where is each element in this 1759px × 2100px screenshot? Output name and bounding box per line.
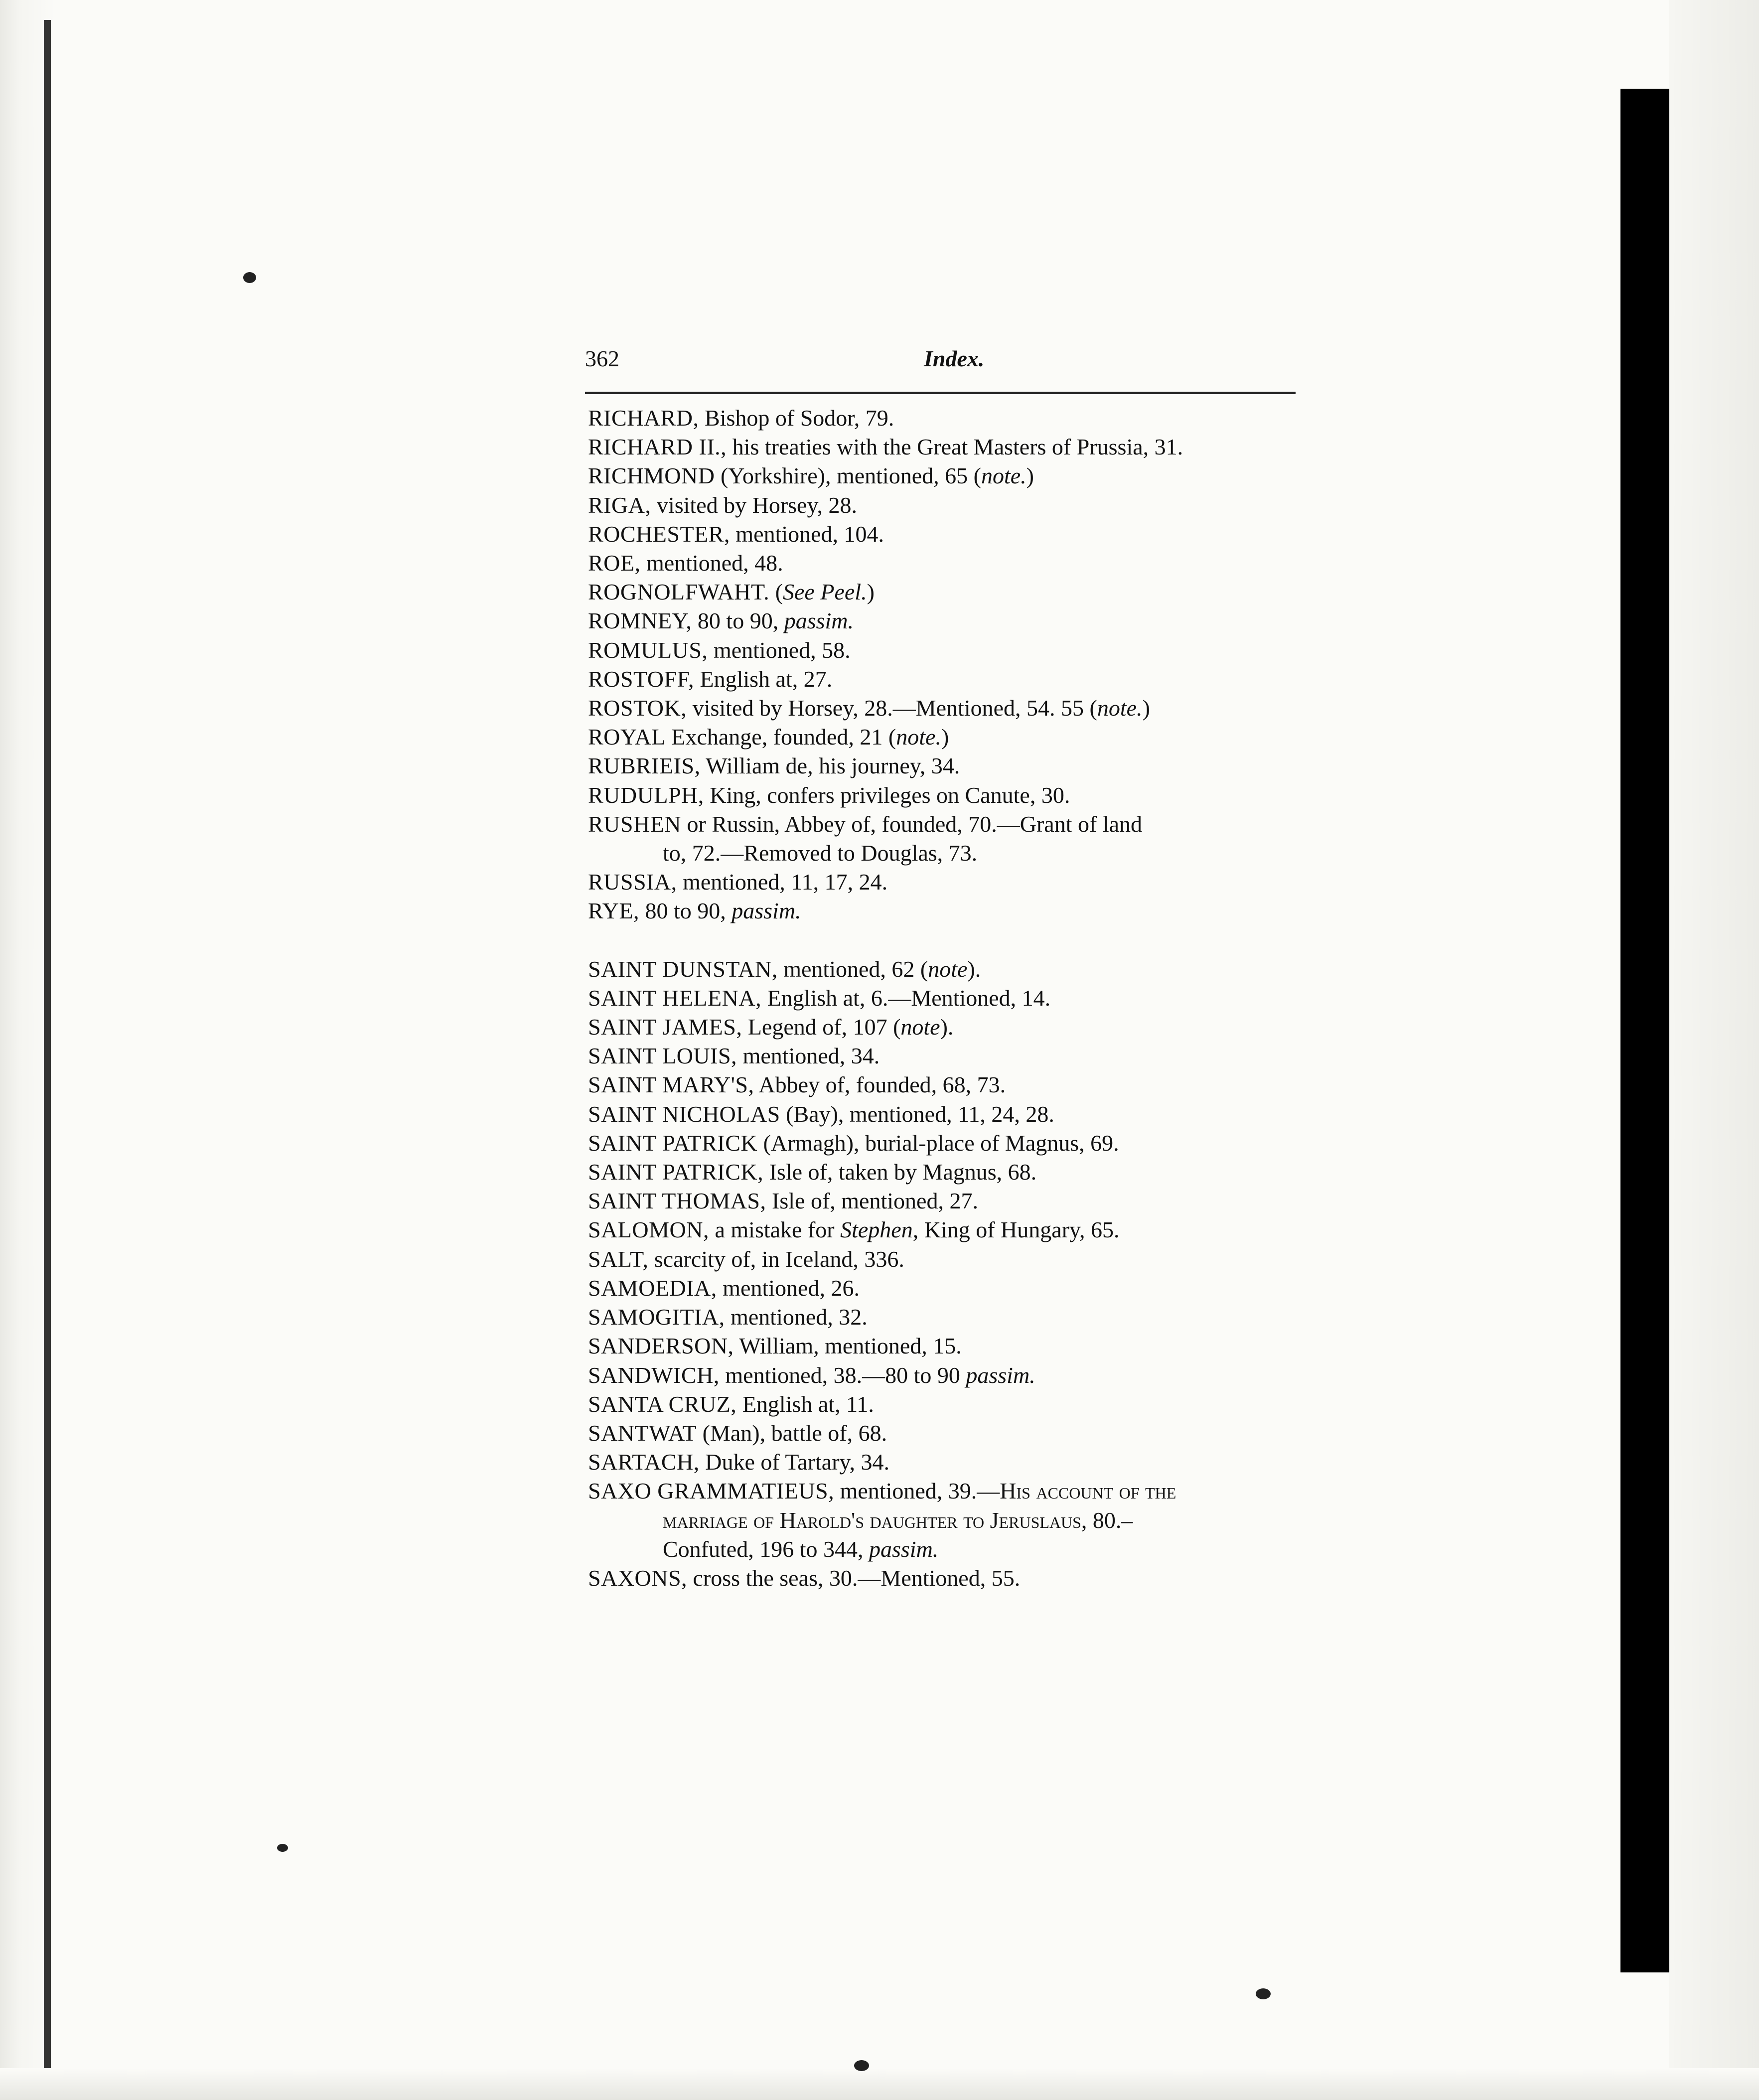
entry-headword: SAINT JAMES,: [588, 1014, 742, 1040]
entry-headword: SAINT DUNSTAN,: [588, 956, 778, 982]
scan-bottom-edge: [0, 2068, 1759, 2100]
index-entry: [588, 868, 1316, 897]
entry-text: (Bay), mentioned, 11, 24, 28.: [780, 1101, 1054, 1127]
scan-black-bar: [1620, 89, 1669, 1972]
ink-speck: [1256, 1988, 1271, 1999]
index-entry: [588, 1129, 1316, 1158]
entry-text: mentioned, 26.: [717, 1275, 860, 1301]
entry-headword: SAMOEDIA,: [588, 1275, 717, 1301]
index-entry: [588, 781, 1316, 810]
index-entry: [588, 1274, 1316, 1303]
entry-text: (Yorkshire), mentioned, 65 (: [715, 463, 981, 489]
entry-headword: SAXO GRAMMATIEUS,: [588, 1478, 835, 1504]
entry-headword: RICHARD,: [588, 405, 699, 431]
entry-text: mentioned, 62 (: [777, 956, 928, 982]
entry-headword: ROMULUS,: [588, 637, 708, 663]
entry-headword: ROYAL: [588, 724, 666, 750]
index-entry: [588, 549, 1316, 578]
entry-text: Duke of Tartary, 34.: [699, 1449, 890, 1475]
index-entry: [588, 694, 1316, 723]
index-entry: [588, 1013, 1316, 1042]
entry-headword: SAINT LOUIS,: [588, 1043, 737, 1069]
entry-text: mentioned, 39.—: [834, 1478, 1000, 1504]
entry-continuation: marriage of Harold's daughter to Jeruslaus, 80.–: [663, 1507, 1133, 1533]
index-entry: [588, 461, 1316, 490]
entry-tail: ): [1142, 695, 1150, 721]
entry-headword: SAINT HELENA,: [588, 985, 762, 1011]
entry-headword: SAINT PATRICK,: [588, 1159, 764, 1185]
entry-text: English at, 11.: [736, 1391, 874, 1417]
index-entry: [588, 955, 1316, 984]
entry-headword: RUBRIEIS,: [588, 753, 701, 779]
index-entry: [588, 1215, 1316, 1244]
entry-text: cross the seas, 30.—Mentioned, 55.: [687, 1565, 1021, 1591]
index-list: [588, 404, 1316, 1593]
entry-headword: SANDWICH,: [588, 1362, 720, 1388]
index-entry: [588, 491, 1316, 520]
entry-italic: note: [900, 1014, 940, 1040]
index-entry: [588, 1564, 1316, 1593]
index-entry: [588, 404, 1316, 433]
entry-headword: ROGNOLFWAHT.: [588, 579, 770, 605]
scan-binding-shadow: [44, 20, 51, 2073]
entry-text: visited by Horsey, 28.: [651, 492, 857, 518]
index-entry: [588, 984, 1316, 1013]
ink-speck: [854, 2060, 869, 2071]
page-number: 362: [585, 346, 619, 371]
index-entry: [588, 1390, 1316, 1419]
index-entry: [588, 1245, 1316, 1274]
entry-headword: SAINT PATRICK: [588, 1130, 758, 1156]
entry-continuation: [588, 1535, 1316, 1564]
entry-headword: RICHARD II.,: [588, 434, 727, 460]
entry-tail: ): [941, 724, 949, 750]
index-entry: [588, 1100, 1316, 1129]
entry-headword: SALT,: [588, 1246, 649, 1272]
entry-text: (Man), battle of, 68.: [697, 1420, 887, 1446]
index-entry: [588, 1042, 1316, 1070]
entry-italic: note.: [981, 463, 1026, 489]
entry-headword: SAINT NICHOLAS: [588, 1101, 780, 1127]
entry-text: Legend of, 107 (: [742, 1014, 901, 1040]
entry-text: William, mentioned, 15.: [733, 1333, 962, 1359]
entry-headword: RUSHEN: [588, 811, 682, 837]
entry-headword: ROMNEY,: [588, 608, 692, 634]
index-section-s: [588, 955, 1316, 1593]
entry-headword: SAINT MARY'S,: [588, 1072, 754, 1098]
header-rule: [585, 392, 1296, 394]
ink-speck: [277, 1844, 288, 1852]
entry-headword: RUDULPH,: [588, 782, 704, 808]
entry-text: William de, his journey, 34.: [700, 753, 960, 779]
entry-text: English at, 27.: [694, 666, 833, 692]
entry-text: Bishop of Sodor, 79.: [699, 405, 894, 431]
entry-text: visited by Horsey, 28.—Mentioned, 54. 55 (: [687, 695, 1097, 721]
entry-italic: note.: [896, 724, 941, 750]
entry-text: scarcity of, in Iceland, 336.: [648, 1246, 904, 1272]
entry-headword: SALOMON,: [588, 1217, 709, 1243]
entry-text: Isle of, taken by Magnus, 68.: [763, 1159, 1037, 1185]
entry-headword: SANTA CRUZ,: [588, 1391, 737, 1417]
page-header: [585, 344, 1296, 379]
index-entry: [588, 636, 1316, 665]
index-entry: [588, 1361, 1316, 1390]
entry-text: Abbey of, founded, 68, 73.: [754, 1072, 1006, 1098]
running-head: Index.: [924, 346, 985, 371]
index-entry: [588, 1448, 1316, 1477]
entry-headword: ROE,: [588, 550, 641, 576]
index-entry: [588, 1158, 1316, 1187]
index-entry: [588, 810, 1316, 868]
entry-tail: , King of Hungary, 65.: [912, 1217, 1120, 1243]
entry-headword: RUSSIA,: [588, 869, 677, 895]
entry-text: Isle of, mentioned, 27.: [766, 1188, 978, 1214]
entry-italic: note: [928, 956, 968, 982]
entry-headword: SANDERSON,: [588, 1333, 734, 1359]
entry-text: mentioned, 104.: [730, 521, 884, 547]
index-entry: [588, 1419, 1316, 1448]
index-entry: [588, 1303, 1316, 1332]
entry-headword: RIGA,: [588, 492, 651, 518]
entry-text: (Armagh), burial-place of Magnus, 69.: [757, 1130, 1119, 1156]
index-entry: [588, 578, 1316, 606]
entry-text: (: [769, 579, 783, 605]
entry-continuation: to, 72.—Removed to Douglas, 73.: [663, 840, 978, 866]
entry-text: or Russin, Abbey of, founded, 70.—Grant of land: [681, 811, 1143, 837]
entry-text: Confuted, 196 to 344,: [663, 1536, 869, 1562]
index-entry: [588, 433, 1316, 461]
index-entry: [588, 897, 1316, 925]
entry-tail: ).: [967, 956, 981, 982]
entry-text: 80 to 90,: [692, 608, 784, 634]
index-entry: [588, 723, 1316, 751]
entry-headword: ROSTOK,: [588, 695, 687, 721]
entry-italic: passim.: [869, 1536, 939, 1562]
entry-text: his treaties with the Great Masters of Prussia, 31.: [727, 434, 1183, 460]
entry-headword: SAMOGITIA,: [588, 1304, 725, 1330]
index-entry: [588, 665, 1316, 694]
entry-text: mentioned, 11, 17, 24.: [677, 869, 888, 895]
index-entry: [588, 1187, 1316, 1215]
entry-text: a mistake for: [709, 1217, 841, 1243]
entry-text: 80 to 90,: [639, 898, 732, 924]
ink-speck: [243, 272, 256, 283]
index-entry: [588, 751, 1316, 780]
entry-italic: passim.: [732, 898, 801, 924]
entry-text: mentioned, 48.: [640, 550, 783, 576]
entry-headword: SANTWAT: [588, 1420, 697, 1446]
index-entry: [588, 606, 1316, 635]
scan-right-edge: [1669, 0, 1759, 2100]
entry-italic: note.: [1097, 695, 1143, 721]
entry-italic: See Peel.: [783, 579, 867, 605]
entry-headword: RICHMOND: [588, 463, 715, 489]
entry-text: mentioned, 32.: [725, 1304, 868, 1330]
entry-tail: ): [867, 579, 875, 605]
entry-italic: passim.: [966, 1362, 1035, 1388]
entry-text: mentioned, 38.—80 to 90: [719, 1362, 966, 1388]
entry-text: mentioned, 34.: [737, 1043, 880, 1069]
entry-headword: ROCHESTER,: [588, 521, 730, 547]
entry-headword: ROSTOFF,: [588, 666, 694, 692]
index-entry: [588, 1477, 1316, 1564]
entry-text: King, confers privileges on Canute, 30.: [704, 782, 1070, 808]
index-entry: [588, 520, 1316, 549]
entry-headword: SARTACH,: [588, 1449, 700, 1475]
entry-headword: RYE,: [588, 898, 639, 924]
index-section-r: [588, 404, 1316, 926]
index-entry: [588, 1070, 1316, 1099]
entry-tail: ): [1026, 463, 1034, 489]
entry-smallcaps: His account of the: [1000, 1478, 1176, 1504]
entry-text: mentioned, 58.: [708, 637, 851, 663]
entry-headword: SAINT THOMAS,: [588, 1188, 766, 1214]
entry-italic: passim.: [784, 608, 854, 634]
entry-italic: Stephen: [840, 1217, 913, 1243]
entry-text: English at, 6.—Mentioned, 14.: [761, 985, 1051, 1011]
index-entry: [588, 1332, 1316, 1360]
entry-text: Exchange, founded, 21 (: [665, 724, 896, 750]
entry-tail: ).: [940, 1014, 954, 1040]
entry-headword: SAXONS,: [588, 1565, 688, 1591]
section-gap: [588, 926, 1316, 955]
